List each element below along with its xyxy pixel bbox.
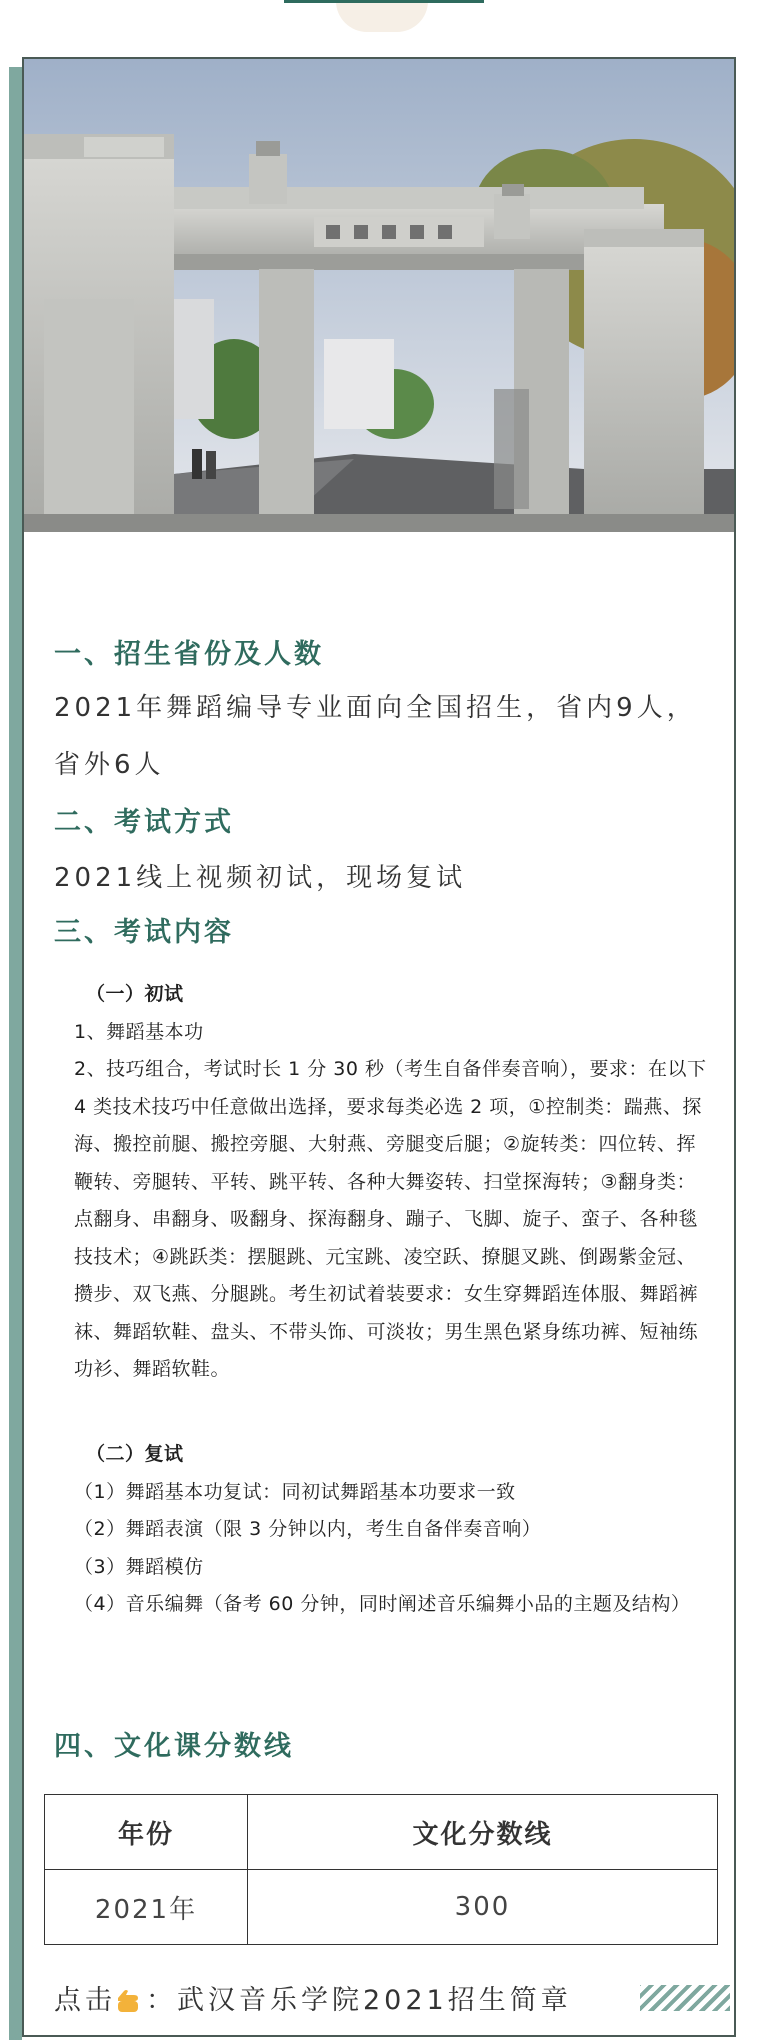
- section-heading-content: 三、考试内容: [54, 917, 234, 948]
- score-table-header: 文化分数线: [248, 1795, 718, 1870]
- pointing-hand-icon: [116, 1989, 146, 2015]
- enrollment-guide-link[interactable]: [54, 1978, 572, 2017]
- retest-line: （2）舞蹈表演（限 3 分钟以内，考生自备伴奏音响）: [74, 1518, 542, 1540]
- corner-hatch-decoration: [640, 1985, 730, 2011]
- score-table-cell: 300: [248, 1870, 718, 1945]
- article-card: [22, 57, 736, 2037]
- link-text: ：武汉音乐学院2021招生简章: [146, 1985, 572, 2016]
- retest-line: （3）舞蹈模仿: [74, 1555, 204, 1578]
- retest-title: （二）复试: [86, 1443, 184, 1465]
- prelim-exam-block: [74, 976, 714, 1389]
- retest-line: （4）音乐编舞（备考 60 分钟，同时阐述音乐编舞小品的主题及结构）: [74, 1593, 691, 1615]
- method-text: 2021线上视频初试，现场复试: [54, 863, 467, 893]
- prelim-line: 2、技巧组合，考试时长 1 分 30 秒（考生自备伴奏音响），要求：在以下 4 类技术技巧中任意做出选择，要求每类必选 2 项，①控制类：踹燕、探海、搬控前腿、搬控旁腿、大射燕、旁腿变后腿；②旋转类：四位转、挥鞭转、旁腿转、平转、跳平转、各种大舞姿转、扫堂探海转；③翻身类：点翻身、串翻身、吸翻身、探海翻身、蹦子、飞脚、旋子、蛮子、各种毯技技术；④跳跃类：摆腿跳、元宝跳、凌空跃、撩腿叉跳、倒踢紫金冠、攒步、双飞燕、分腿跳。考生初试着装要求：女生穿舞蹈连体服、舞蹈裤袜、舞蹈软鞋、盘头、不带头饰、可淡妆；男生黑色紧身练功裤、短袖练功衫、舞蹈软鞋。: [74, 1058, 707, 1380]
- section-heading-quota: 一、招生省份及人数: [54, 639, 324, 670]
- top-decoration-blob: [336, 0, 428, 32]
- score-table-header-row: [45, 1795, 718, 1870]
- section-heading-method: 二、考试方式: [54, 807, 234, 838]
- left-accent-strip: [9, 67, 22, 2040]
- top-decoration-bar: [284, 0, 484, 3]
- score-table-cell: 2021年: [45, 1870, 248, 1945]
- retest-line: （1）舞蹈基本功复试：同初试舞蹈基本功要求一致: [74, 1480, 516, 1503]
- prelim-title: （一）初试: [86, 983, 184, 1005]
- prelim-line: 1、舞蹈基本功: [74, 1020, 204, 1043]
- quota-text: 2021年舞蹈编导专业面向全国招生，省内9人，省外6人: [54, 693, 697, 780]
- score-table: [44, 1794, 718, 1945]
- score-table-header: 年份: [45, 1795, 248, 1870]
- section-heading-scores: 四、文化课分数线: [54, 1731, 294, 1762]
- retest-exam-block: [74, 1436, 714, 1624]
- score-table-row: [45, 1870, 718, 1945]
- link-prefix: 点击: [54, 1985, 116, 2016]
- campus-gate-photo: [24, 59, 734, 532]
